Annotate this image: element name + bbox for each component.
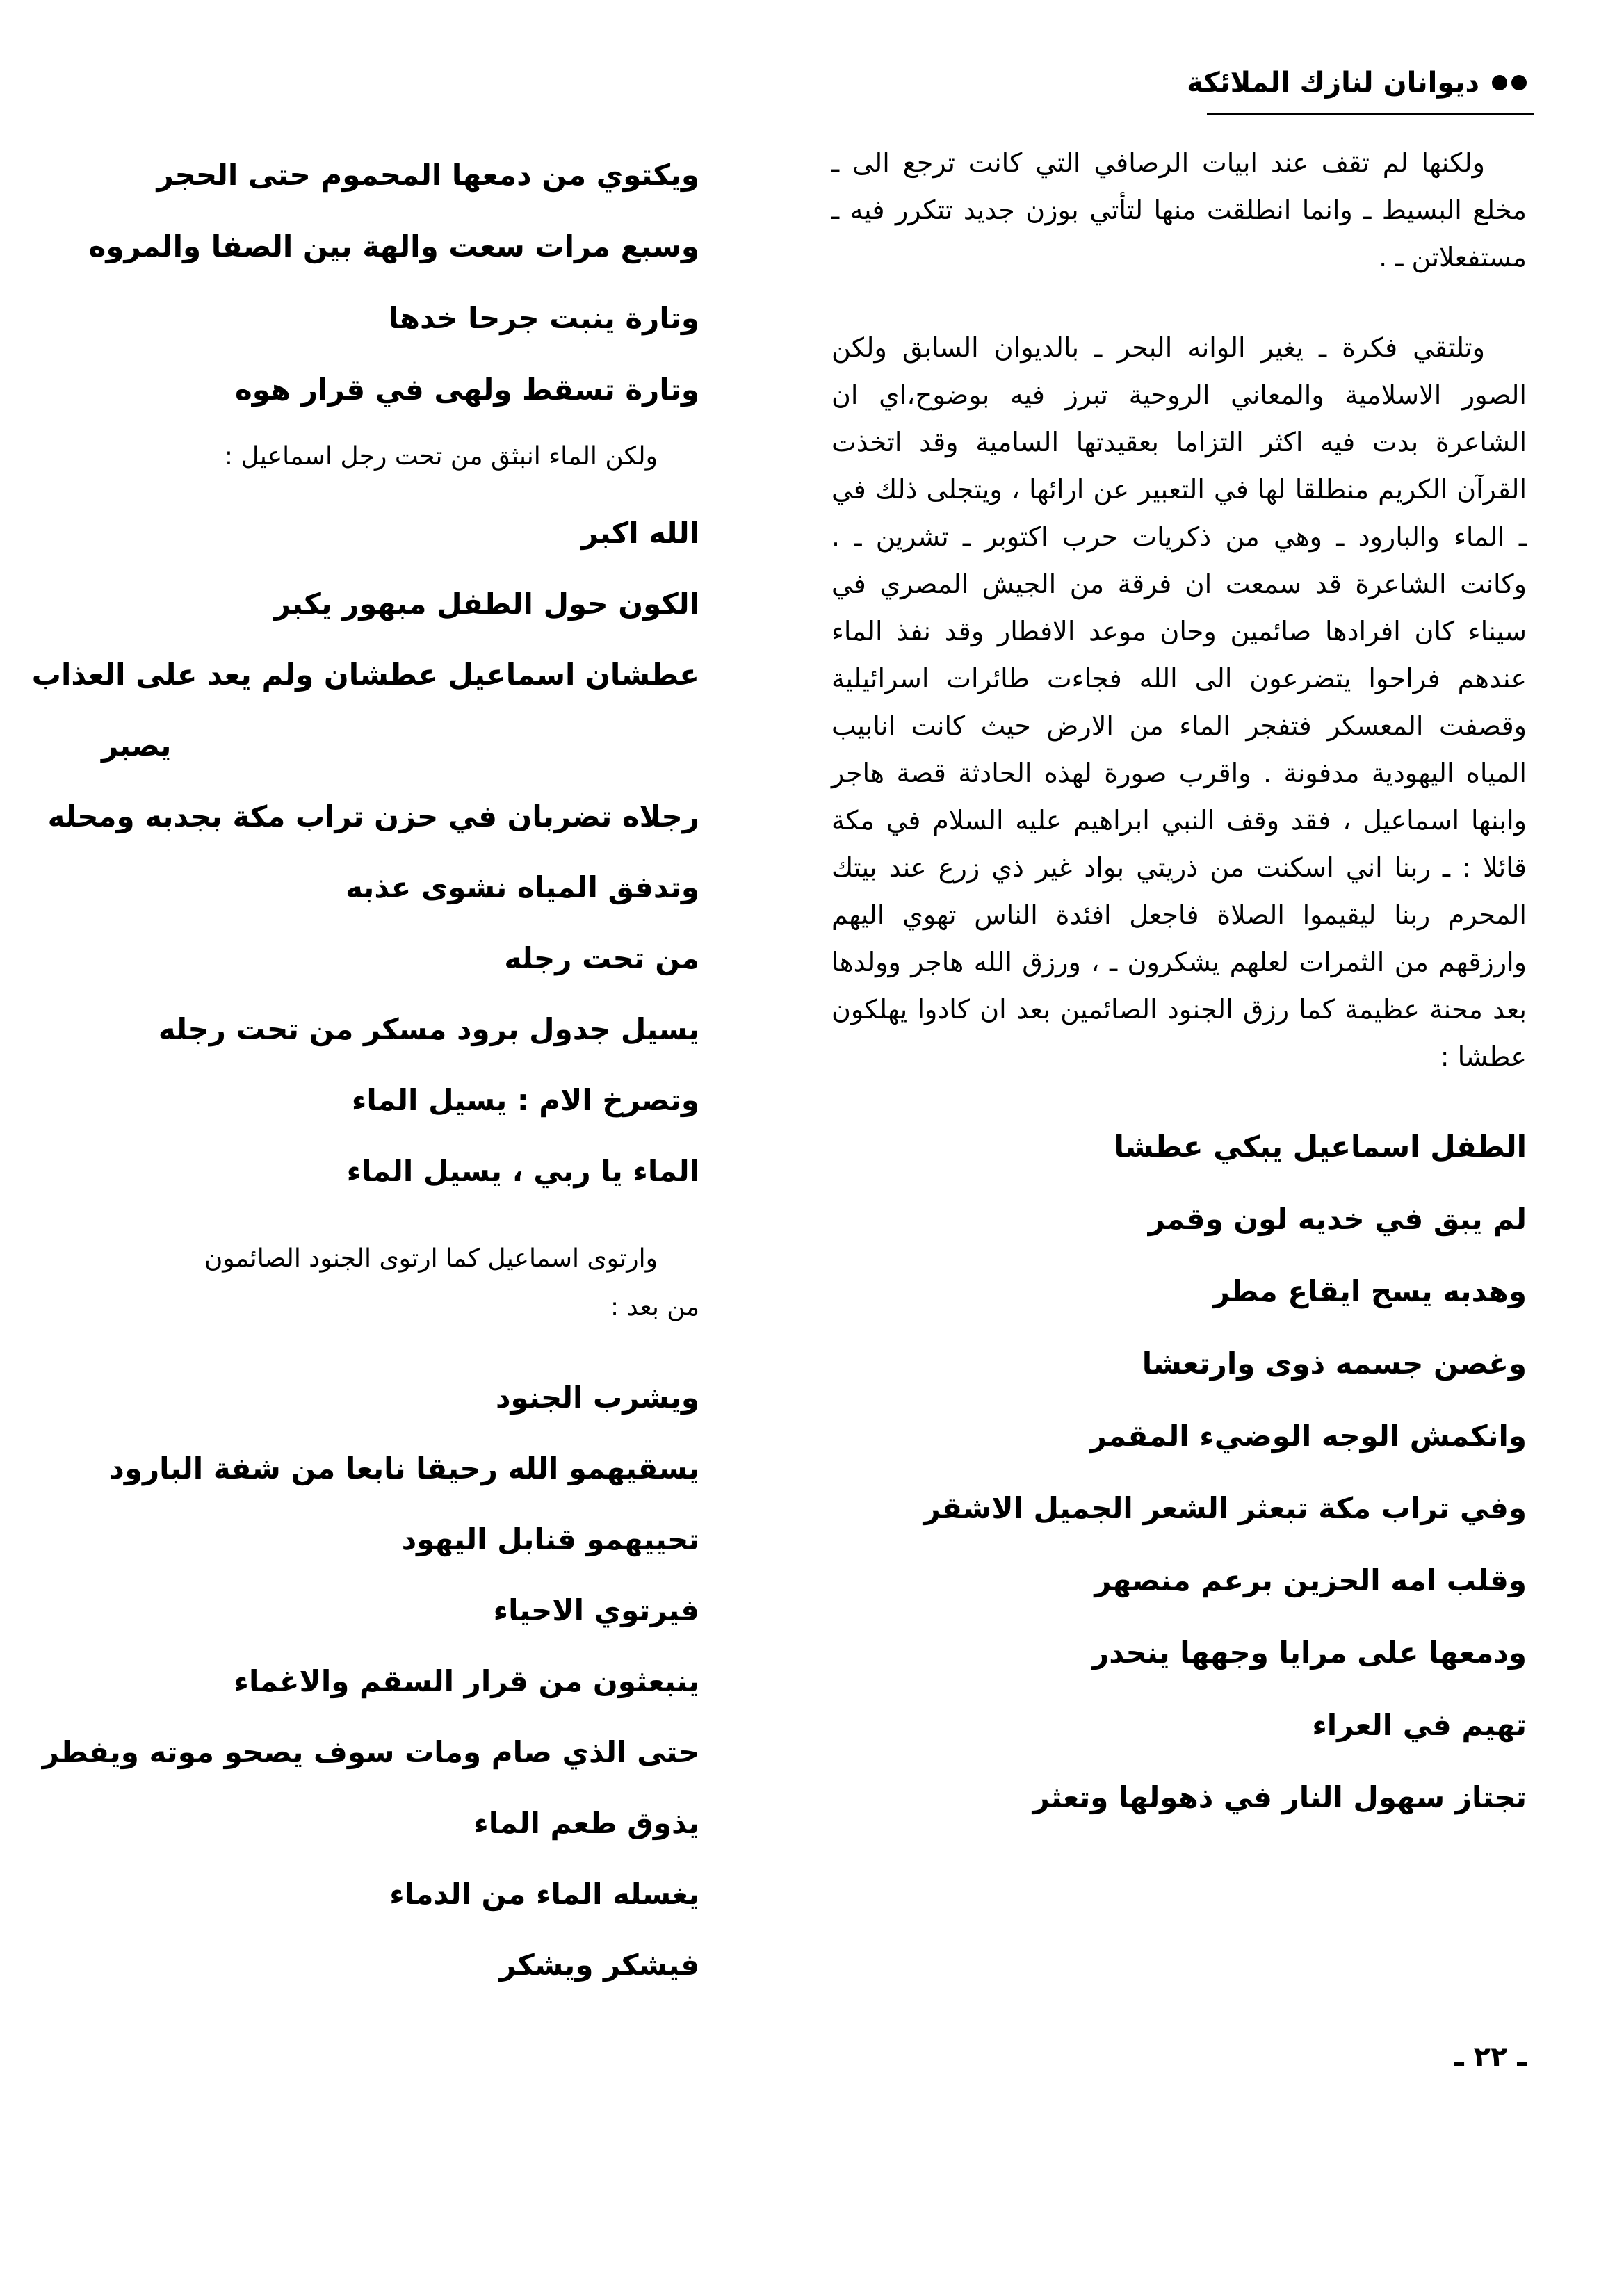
verse-line: الماء يا ربي ، يسيل الماء [346,1154,699,1188]
verse-line: يصبر [102,728,172,763]
intro-soldiers-line-2: من بعد : [610,1293,699,1321]
verse-line: لم يبق في خديه لون وقمر [1148,1202,1527,1236]
page-number: ـ ٢٢ ـ [1454,2041,1527,2073]
verse-line: ينبعثون من قرار السقم والاغماء [234,1664,699,1698]
verses-ismail [831,1111,1527,1834]
paragraph-rusafi: ولكنها لم تقف عند ابيات الرصافي التي كانت ترجع الى ـ مخلع البسيط ـ وانما انطلقت منها لتأتي بوزن جديد تتكرر فيه ـ مستفعلاتن ـ . [831,147,1527,272]
verse-line: حتى الذي صام ومات سوف يصحو موته ويفطر [42,1735,699,1769]
verse-line: ودمعها على مرايا وجهها ينحدر [1092,1636,1527,1670]
verse-line: وتارة ينبت جرحا خدها [389,301,699,335]
verse-line: وهدبه يسح ايقاع مطر [1212,1274,1527,1308]
verse-line: وفي تراب مكة تبعثر الشعر الجميل الاشقر [923,1491,1527,1525]
verse-line: وتصرخ الام : يسيل الماء [351,1083,699,1117]
verse-line: من تحت رجله [504,941,699,975]
header-bullets-icon [1492,75,1527,90]
running-header [1187,67,1527,99]
verse-line: رجلاه تضربان في حزن تراب مكة بجدبه ومحله [47,799,699,833]
verse-line: عطشان اسماعيل عطشان ولم يعد على العذاب [31,658,699,692]
verse-line: وتدفق المياه نشوى عذبه [346,870,699,904]
intro-water-spring: ولكن الماء انبثق من تحت رجل اسماعيل : [224,442,658,471]
verse-line: الكون حول الطفل مبهور يكبر [274,587,699,621]
verse-line: تهيم في العراء [1312,1708,1527,1742]
header-rule [1207,113,1534,115]
verse-line: وسبع مرات سعت والهة بين الصفا والمروه [88,229,699,263]
verse-line: تحييهمو قنابل اليهود [401,1522,699,1556]
right-column [831,139,1527,1834]
verse-line: ويشرب الجنود [495,1381,699,1415]
running-header-title: ديوانان لنازك الملائكة [1187,67,1479,99]
verse-line: يسيل جدول برود مسكر من تحت رجله [158,1012,699,1046]
verse-line: فيرتوي الاحياء [493,1593,699,1627]
verse-line: الله اكبر [581,516,699,550]
verses-hajar [88,139,699,425]
verses-soldiers [42,1362,699,2001]
verses-allahu-akbar [31,498,699,1207]
verse-line: وانكمش الوجه الوضيء المقمر [1089,1419,1527,1453]
verse-line: الطفل اسماعيل يبكي عطشا [1114,1130,1527,1164]
verse-line: يسقيهمو الله رحيقا نابعا من شفة البارود [109,1451,699,1485]
verse-line: يغسله الماء من الدماء [389,1877,699,1911]
verse-line: ويكتوي من دمعها المحموم حتى الحجر [156,158,699,192]
intro-soldiers [102,1235,699,1332]
verse-line: وغصن جسمه ذوى وارتعشا [1142,1346,1527,1381]
intro-soldiers-line-1: وارتوى اسماعيل كما ارتوى الجنود الصائمون [204,1244,658,1273]
verse-line: يذوق طعم الماء [473,1806,699,1840]
verse-line: تجتاز سهول النار في ذهولها وتعثر [1032,1780,1527,1814]
verse-line: فيشكر ويشكر [499,1948,699,1982]
verse-line: وتارة تسقط ولهى في قرار هوه [235,373,699,407]
paragraph-water-and-gunpowder: وتلتقي فكرة ـ يغير الوانه البحر ـ بالديوان السابق ولكن الصور الاسلامية والمعاني الروحية تبرز فيه بوضوح،اي ان الشاعرة بدت فيه اكثر التزاما بعقيدتها السامية وقد اتخذت القرآن الكريم منطلقا لها في التعبير عن ارائها ، ويتجلى ذلك في ـ الماء والبارود ـ وهي من ذكريات حرب اكتوبر ـ تشرين ـ . وكانت الشاعرة قد سمعت ان فرقة من الجيش المصري في سيناء كان افرادها صائمين وحان موعد الافطار وقد نفذ الماء عندهم فراحوا يتضرعون الى الله فجاءت طائرات اسرائيلية وقصفت المعسكر فتفجر الماء من الارض حيث كانت انابيب المياه اليهودية مدفونة . واقرب صورة لهذه الحادثة قصة هاجر وابنها اسماعيل ، فقد وقف النبي ابراهيم عليه السلام في مكة قائلا : ـ ربنا اني اسكنت من ذريتي بواد غير ذي زرع عند بيتك المحرم ربنا ليقيموا الصلاة فاجعل افئدة الناس تهوي اليهم وارزقهم من الثمرات لعلهم يشكرون ـ ، ورزق الله هاجر وولدها بعد محنة عظيمة كما رزق الجنود الصائمين بعد ان كادوا يهلكون عطشا : [831,332,1527,1072]
left-column [31,139,699,2001]
verse-line: وقلب امه الحزين برعم منصهر [1094,1563,1527,1597]
